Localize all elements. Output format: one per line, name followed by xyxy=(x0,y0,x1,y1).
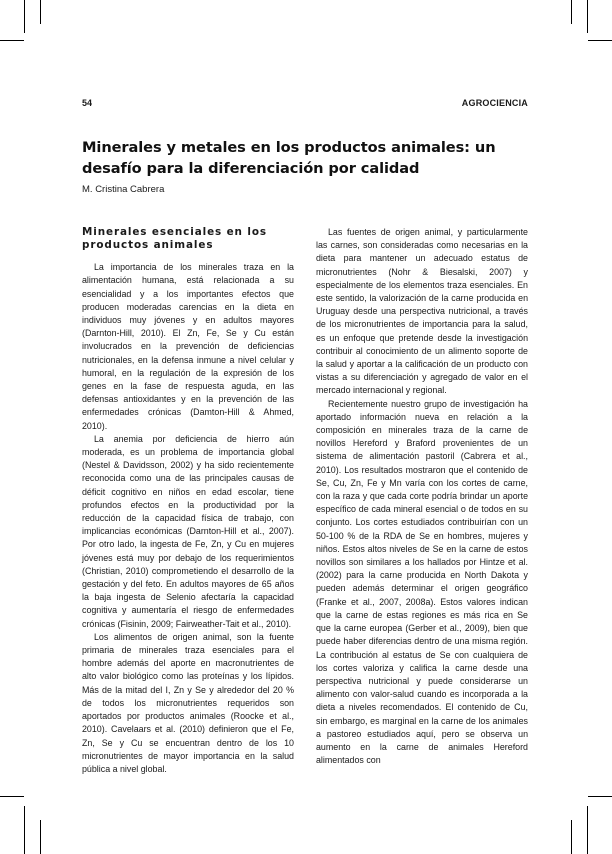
article-title: Minerales y metales en los productos animales: un desafío para la diferenciación por calidad xyxy=(82,139,496,177)
crop-mark xyxy=(0,796,24,797)
crop-mark xyxy=(588,40,612,41)
left-column xyxy=(82,226,294,776)
body-paragraph: Los alimentos de origen animal, son la fuente primaria de minerales traza esenciales para el hombre además del aporte en macronutrientes de alto valor biológico como las proteínas y los lípidos. Más de la mitad del I, Zn y Se y alrededor del 20 % de todos los micronutrientes requeridos son aportados por productos animales (Roocke et al., 2010). Cavelaars et al. (2010) definieron que el Fe, Zn, Se y Cu se encuentran dentro de los 10 micronutrientes de mayor importancia en la salud pública a nivel global. xyxy=(82,631,294,774)
right-column xyxy=(316,226,528,767)
crop-mark xyxy=(587,0,588,33)
page-number: 54 xyxy=(82,98,93,108)
crop-mark xyxy=(0,40,24,41)
body-paragraph: La anemia por deficiencia de hierro aún moderada, es un problema de importancia global (Nestel & Davidsson, 2002) y ha sido recientemente reconocida como una de las principales causas de déficit cognitivo en niños en edad escolar, tiene profundos efectos en la productividad por la reducción de la capacidad física de trabajo, con implicancias económicas (Darnton-Hill et al., 2007). Por otro lado, la ingesta de Fe, Zn, y Cu en mujeres jóvenes está muy por debajo de los requerimientos (Christian, 2010) comprometiendo el desarrollo de la gestación y del feto. En adultos mayores de 65 años la baja ingesta de Selenio afectaría la capacidad cognitiva y aumentaría el riesgo de enfermedades crónicas (Fisinin, 2009; Fairweather-Tait et al., 2010). xyxy=(82,433,294,629)
body-paragraph: La importancia de los minerales traza en la alimentación humana, está relacionada a su esencialidad y a los importantes efectos que producen moderadas carencias en la dieta en individuos muy jóvenes y en adultos mayores (Darnton-Hill, 2010). El Zn, Fe, Se y Cu están involucrados en la prevención de deficiencias nutricionales, en la defensa inmune a nivel celular y humoral, en la regulación de la expresión de los genes en la fase de respuesta aguda, en las defensas antioxidantes y en la prevención de las enfermedades crónicas (Damton-Hill & Ahmed, 2010). xyxy=(82,262,294,431)
crop-mark xyxy=(587,806,588,854)
journal-name: AGROCIENCIA xyxy=(461,98,528,108)
crop-mark xyxy=(40,820,41,854)
author-name: M. Cristina Cabrera xyxy=(82,184,165,195)
crop-mark xyxy=(588,796,612,797)
crop-mark xyxy=(24,806,25,854)
crop-mark xyxy=(40,0,41,24)
crop-mark xyxy=(24,0,25,33)
body-paragraph: Las fuentes de origen animal, y particularmente las carnes, son consideradas como necesarias en la dieta para mantener un adecuado estatus de micronutrientes (Nohr & Biesalski, 2007) y especialmente de los elementos traza esenciales. En este sentido, la valorización de la carne producida en Uruguay desde una perspectiva nutricional, a través de los micronutrientes de importancia para la salud, es un enfoque que pretende desde la investigación contribuir al conocimiento de un alimento soporte de la salud y aportar a la calificación de un producto con vistas a su diferenciación y agregado de valor en el mercado internacional y regional. xyxy=(316,227,528,396)
crop-mark xyxy=(571,820,572,854)
section-heading: Minerales esenciales en los productos animales xyxy=(82,226,267,251)
body-paragraph: Recientemente nuestro grupo de investigación ha aportado información nueva en relación a la composición en minerales traza de la carne de novillos Hereford y Braford provenientes de un sistema de alimentación pastoril (Cabrera et al., 2010). Los resultados mostraron que el contenido de Se, Cu, Zn, Fe y Mn varía con los cortes de carne, con la raza y que cada corte podría brindar un aporte específico de cada mineral esencial o de todos en su conjunto. Los cortes estudiados contribuirían con un 50-100 % de la RDA de Se en hombres, mujeres y niños. Estos altos niveles de Se en la carne de estos novillos son similares a los hallados por Hintze et al. (2002) para la carne producida en North Dakota y pueden además determinar el origen geográfico (Franke et al., 2007, 2008a). Estos valores indican que la carne de estas regiones es más rica en Se que la carne europea (Gerber et al., 2009), bien que puede haber diferencias dentro de una misma región. La contribución al estatus de Se con cualquiera de los cortes valoriza y califica la carne desde una perspectiva nutricional y puede considerarse un alimento con valor-salud cuando es incorporada a la dieta a niveles recomendados. El contenido de Cu, sin embargo, es marginal en la carne de los animales a pastoreo estudiados aquí, pero se observa un aumento en la carne de animales Hereford alimentados con xyxy=(316,398,528,766)
crop-mark xyxy=(571,0,572,24)
